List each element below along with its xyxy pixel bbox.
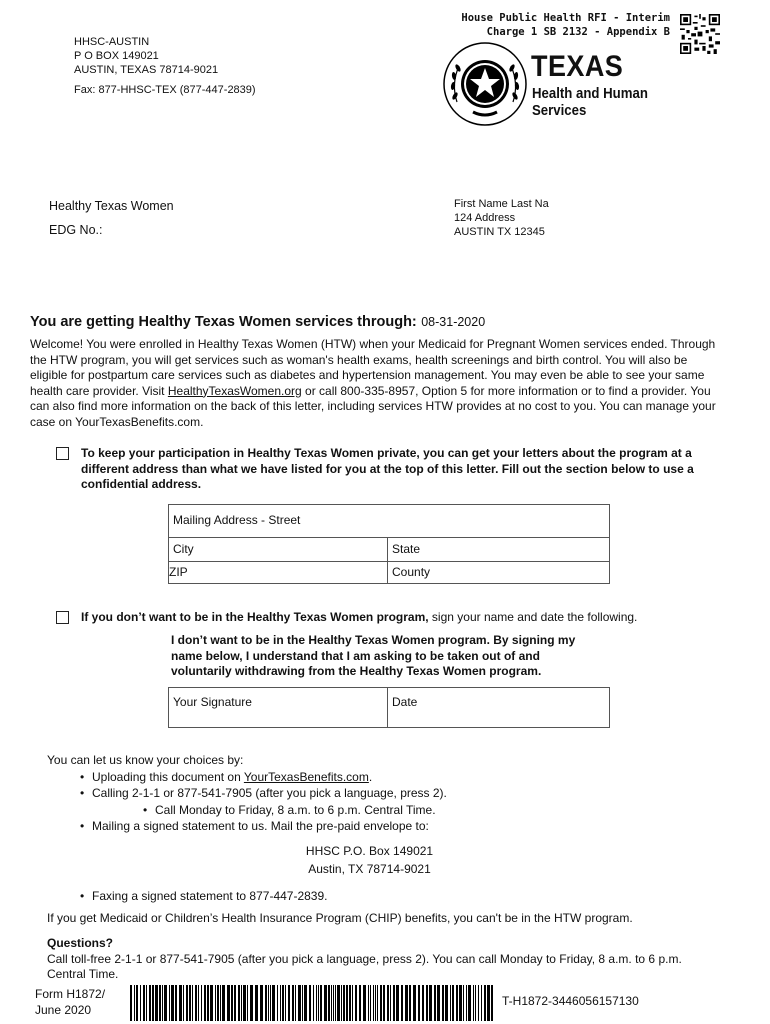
signature-label: Your Signature [173,695,252,709]
date-label: Date [392,695,418,709]
choice-upload-pre: Uploading this document on [92,769,244,784]
tracking-number: T-H1872-3446056157130 [502,994,639,1008]
healthy-texas-women-link[interactable]: HealthyTexasWomen.org [167,383,302,398]
return-address-line1: HHSC-AUSTIN [74,36,150,48]
form-number: Form H1872/ [35,987,106,1001]
mail-address-line2: Austin, TX 78714-9021 [308,861,431,876]
edg-number-label: EDG No.: [49,223,103,237]
logo-agency-line2: Services [532,102,587,119]
opt-out-text [81,610,721,626]
return-address [74,35,256,97]
program-name: Healthy Texas Women [49,199,174,213]
state-label: State [392,542,421,556]
header-ref-line2: Charge 1 SB 2132 - Appendix B [486,26,670,38]
header-ref-line1: House Public Health RFI - Interim [461,12,670,24]
signature-field[interactable] [169,688,388,728]
intro-text-part1: Welcome! You were enrolled in Healthy Texas Women (HTW) when your Medicaid for Pregnant Women services ended. Through the HTW program, you will get services such as woman's health exams, health screenings and birth control. You will also be eligible for postpartum care services such as diabetes and hypertension management. You may even be able to see your same health care provider. Visit [30,337,716,398]
texas-seal-icon [443,42,527,126]
zip-label: ZIP [169,565,188,579]
questions-heading: Questions? [47,936,114,950]
county-field[interactable] [388,562,610,584]
form-date: June 2020 [35,1002,92,1017]
zip-field[interactable] [169,562,388,584]
form-identifier [35,987,105,1018]
chip-note: If you get Medicaid or Children’s Health Insurance Program (CHIP) benefits, you can't be in the HTW program. [47,911,633,925]
choice-call-hours: • Call Monday to Friday, 8 a.m. to 6 p.m. Central Time. [155,803,727,819]
recipient-name: First Name Last Na [454,198,549,210]
header-reference [461,11,670,39]
choices-intro: You can let us know your choices by: [47,753,244,767]
choices-section [47,753,727,904]
signature-form [168,687,610,728]
questions-section [47,936,707,983]
recipient-address-line1: 124 Address [454,212,516,224]
recipient-address [454,197,549,239]
your-texas-benefits-link[interactable]: YourTexasBenefits.com [243,769,369,784]
mail-list [47,819,727,835]
choice-mailing: • Mailing a signed statement to us. Mail the pre-paid envelope to: [92,819,727,835]
choice-upload [92,770,727,786]
confidential-address-text: To keep your participation in Healthy Texas Women private, you can get your letters about the program at a different address than what we have listed for you at the top of this letter. Fill out the section below to use a confidential address. [81,446,694,491]
return-address-line3: AUSTIN, TEXAS 78714-9021 [74,64,219,76]
street-field[interactable] [169,505,610,538]
logo-agency-name [532,85,648,119]
date-field[interactable] [388,688,610,728]
barcode-icon [130,985,493,1021]
logo-agency-line1: Health and Human [532,85,648,102]
choices-list [47,770,727,802]
recipient-address-line2: AUSTIN TX 12345 [454,226,545,238]
choice-faxing: • Faxing a signed statement to 877-447-2839. [92,889,727,905]
enrollment-heading [30,313,750,331]
questions-text: Call toll-free 2-1-1 or 877-541-7905 (after you pick a language, press 2). You can call Monday to Friday, 8 a.m. to 6 p.m. Central Time. [47,951,682,981]
choice-calling: • Calling 2-1-1 or 877-541-7905 (after you pick a language, press 2). [92,786,727,802]
street-label: Mailing Address - Street [173,513,301,527]
mail-address-line1: HHSC P.O. Box 149021 [305,843,434,858]
intro-text-part2: or call 800-335-8957, Option 5 for more information or to find a provider. You can also find more information on the back of this letter, including services HTW provides at no cost to you. You can manage your case on YourTexasBenefits.com. [30,383,716,429]
return-address-line2: P O BOX 149021 [74,50,159,62]
opt-out-statement: I don’t want to be in the Healthy Texas Women program. By signing my name below, I understand that I am asking to be taken out of and voluntarily withdrawing from the Healthy Texas Women program. [171,633,576,678]
opt-out-checkbox[interactable] [56,611,69,624]
call-hours-list [47,803,727,819]
qr-code-icon [680,14,720,54]
city-label: City [173,542,194,556]
intro-paragraph [30,337,720,430]
confidential-address-checkbox[interactable] [56,447,69,460]
texas-hhs-logo [443,42,673,128]
state-field[interactable] [388,538,610,562]
fax-list [47,889,727,905]
confidential-address-form [168,504,610,584]
logo-texas: TEXAS [531,50,624,83]
enrollment-date: 08-31-2020 [421,315,486,329]
opt-out-text-plain: sign your name and date the following. [428,610,638,624]
choice-upload-post: . [368,769,373,784]
opt-out-text-bold: If you don’t want to be in the Healthy Texas Women program, [81,610,429,624]
mail-address [47,842,692,878]
enrollment-heading-text: You are getting Healthy Texas Women services through: [30,314,417,330]
county-label: County [392,565,431,579]
city-field[interactable] [169,538,388,562]
fax-number: Fax: 877-HHSC-TEX (877-447-2839) [74,84,256,96]
